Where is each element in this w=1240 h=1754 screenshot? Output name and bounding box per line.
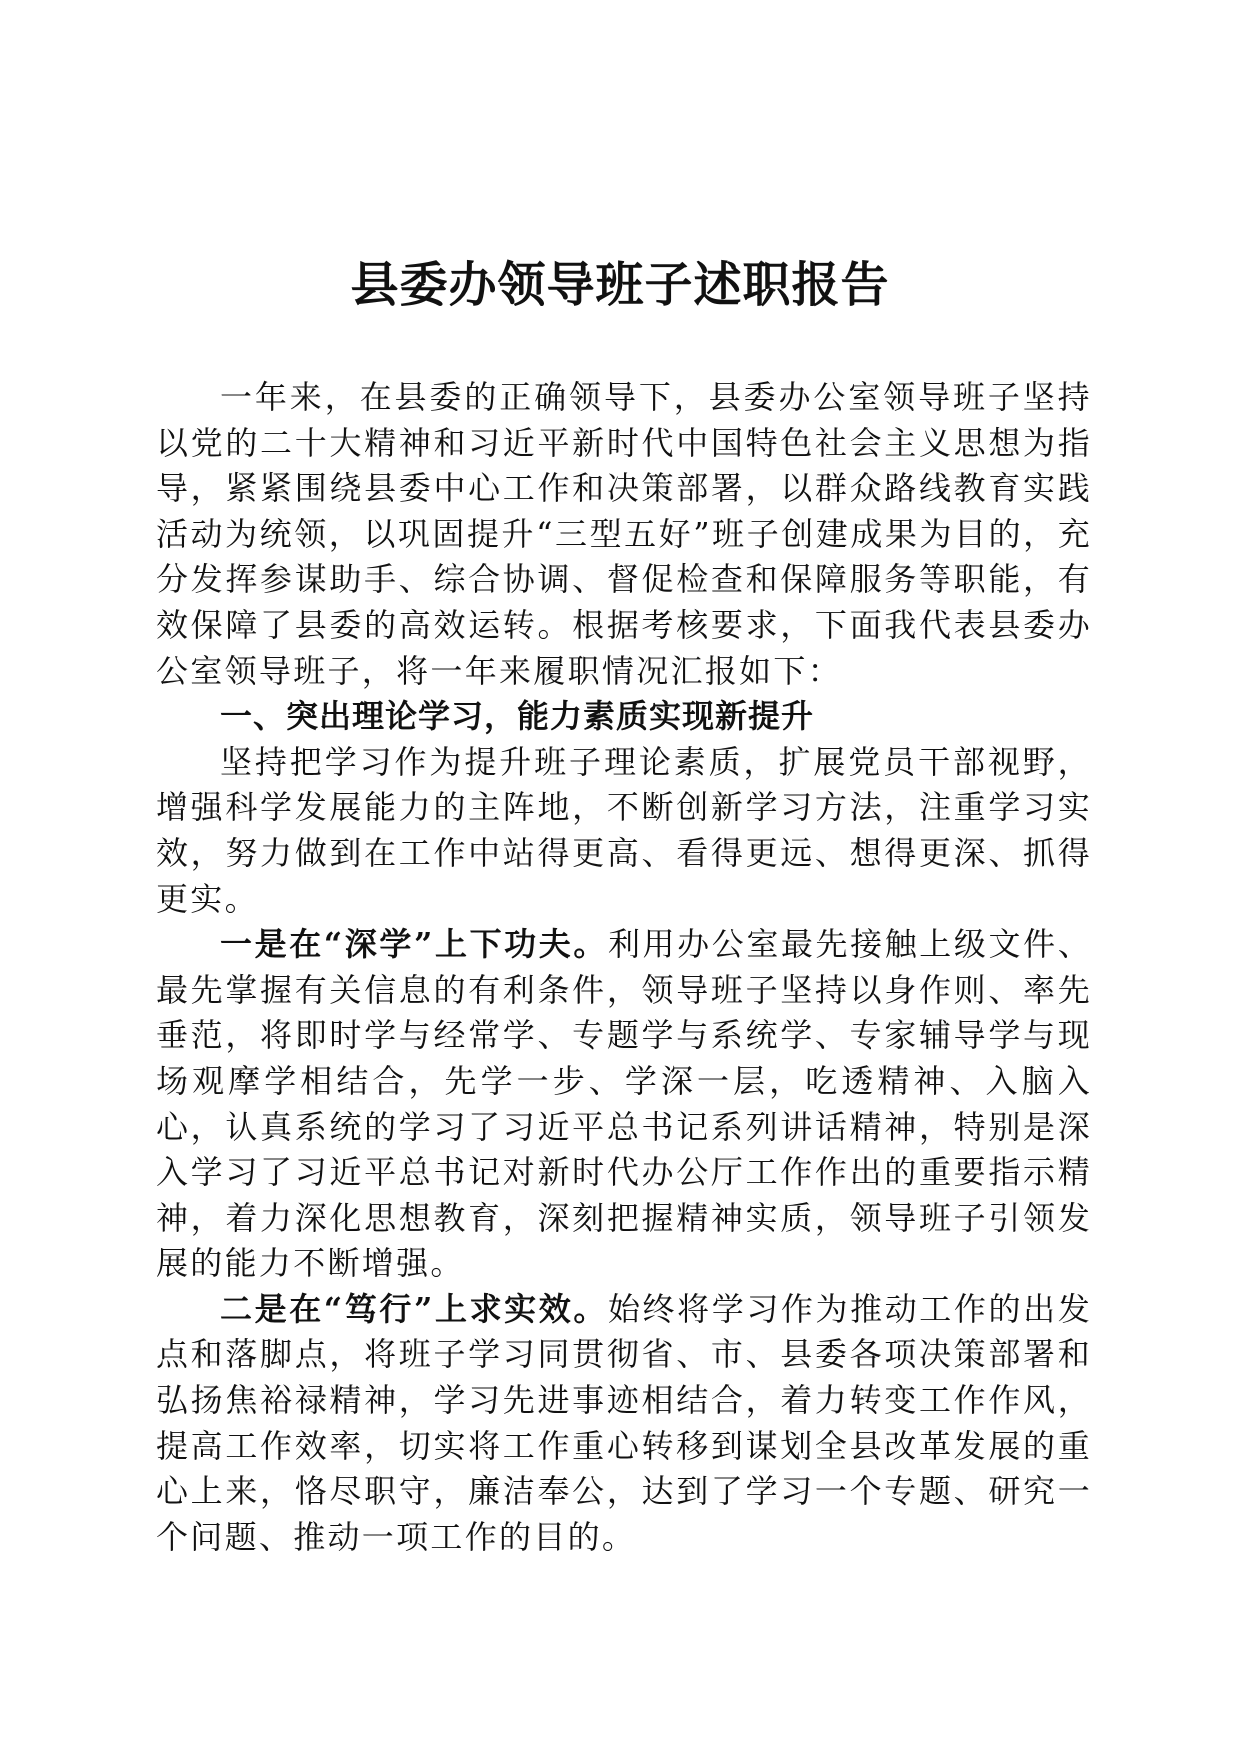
- document-title: 县委办领导班子述职报告: [350, 257, 890, 313]
- point-lead-2: 二是在“笃行”上求实效。: [220, 1289, 608, 1328]
- point-text-2: 始终将学习作为推动工作的出发点和落脚点，将班子学习同贯彻省、市、县委各项决策部署和弘扬焦裕禄精神，学习先进事迹相结合，着力转变工作作风，提高工作效率，切实将工作重心转移到谋划全县改革发展的重心上来，恪尽职守，廉洁奉公，达到了学习一个专题、研究一个问题、推动一项工作的目的。: [156, 1289, 1092, 1556]
- intro-paragraph: 一年来，在县委的正确领导下，县委办公室领导班子坚持以党的二十大精神和习近平新时代中国特色社会主义思想为指导，紧紧围绕县委中心工作和决策部署，以群众路线教育实践活动为统领，以巩固提升“三型五好”班子创建成果为目的，充分发挥参谋助手、综合协调、督促检查和保障服务等职能，有效保障了县委的高效运转。根据考核要求，下面我代表县委办公室领导班子，将一年来履职情况汇报如下：: [156, 378, 1092, 690]
- section-heading: 一、突出理论学习，能力素质实现新提升: [220, 697, 815, 736]
- document-body: [156, 375, 1092, 1560]
- point-paragraph-1: [156, 922, 1092, 1287]
- point-text-1: 利用办公室最先接触上级文件、最先掌握有关信息的有利条件，领导班子坚持以身作则、率先垂范，将即时学与经常学、专题学与系统学、专家辅导学与现场观摩学相结合，先学一步、学深一层，吃透精神、入脑入心，认真系统的学习了习近平总书记系列讲话精神，特别是深入学习了习近平总书记对新时代办公厅工作作出的重要指示精神，着力深化思想教育，深刻把握精神实质，领导班子引领发展的能力不断增强。: [156, 925, 1092, 1283]
- point-paragraph-2: [156, 1287, 1092, 1561]
- point-lead-1: 一是在“深学”上下功夫。: [220, 925, 608, 964]
- section-summary-paragraph: 坚持把学习作为提升班子理论素质，扩展党员干部视野，增强科学发展能力的主阵地，不断创新学习方法，注重学习实效，努力做到在工作中站得更高、看得更远、想得更深、抓得更实。: [156, 742, 1092, 918]
